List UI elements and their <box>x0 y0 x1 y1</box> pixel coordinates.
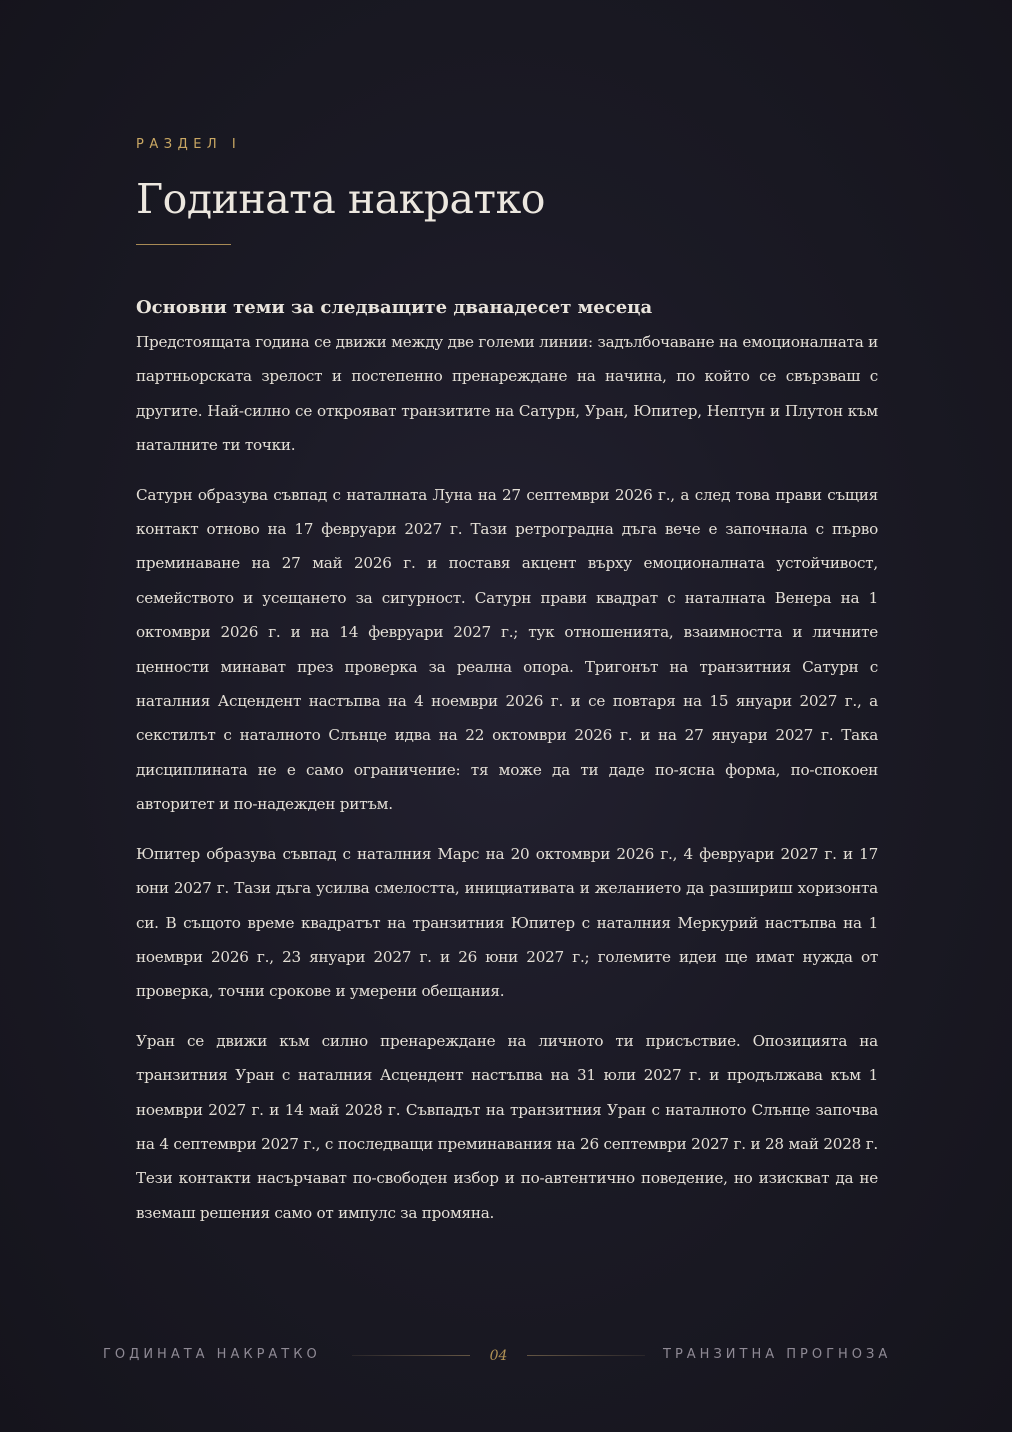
page-number: 04 <box>489 1348 508 1364</box>
title-divider <box>136 244 231 245</box>
page-title: Годината накратко <box>136 175 545 223</box>
section-eyebrow: РАЗДЕЛ I <box>136 137 242 152</box>
section-content <box>136 132 878 1230</box>
page-footer <box>0 1338 1012 1374</box>
footer-divider-right <box>527 1355 645 1356</box>
paragraph-uranus: Уран се движи към силно пренареждане на личното ти присъствие. Опозицията на транзитния Уран с наталния Асцендент настъпва на 31 юли 2027 г. и продължава към 1 ноември 2027 г. и 14 май 2028 г. Съвпадът на транзитния Уран с наталното Слънце започва на 4 септември 2027 г., с последващи преминавания на 26 септември 2027 г. и 28 май 2028 г. Тези контакти насърчават по-свободен избор и по-автентично поведение, но изискват да не вземаш решения само от импулс за промяна. <box>136 1031 878 1222</box>
paragraph-saturn: Сатурн образува съвпад с наталната Луна на 27 септември 2026 г., а след това прави същия контакт отново на 17 февруари 2027 г. Тази ретроградна дъга вече е започнала с първо преминаване на 27 май 2026 г. и поставя акцент върху емоционалната устойчивост, семейството и усещането за сигурност. Сатурн прави квадрат с наталната Венера на 1 октомври 2026 г. и на 14 февруари 2027 г.; тук отношенията, взаимността и личните ценности минават през проверка за реална опора. Тригонът на транзитния Сатурн с наталния Асцендент настъпва на 4 ноември 2026 г. и се повтаря на 15 януари 2027 г., а секстилът с наталното Слънце идва на 22 октомври 2026 г. и на 27 януари 2027 г. Така дисциплината не е само ограничение: тя може да ти даде по-ясна форма, по-спокоен авторитет и по-надежден ритъм. <box>136 485 878 814</box>
subheading: Основни теми за следващите дванадесет месеца <box>136 297 653 318</box>
footer-document-title: ТРАНЗИТНА ПРОГНОЗА <box>663 1347 892 1362</box>
footer-section-title: ГОДИНАТА НАКРАТКО <box>103 1347 321 1362</box>
paragraph-intro: Предстоящата година се движи между две големи линии: задълбочаване на емоционалната и партньорската зрелост и постепенно пренареждане на начина, по който се свързваш с другите. Най-силно се открояват транзитите на Сатурн, Уран, Юпитер, Нептун и Плутон към наталните ти точки. <box>136 333 878 455</box>
paragraph-jupiter: Юпитер образува съвпад с наталния Марс на 20 октомври 2026 г., 4 февруари 2027 г. и 17 юни 2027 г. Тази дъга усилва смелостта, инициативата и желанието да разшириш хоризонта си. В същото време квадратът на транзитния Юпитер с наталния Меркурий настъпва на 1 ноември 2026 г., 23 януари 2027 г. и 26 юни 2027 г.; големите идеи ще имат нужда от проверка, точни срокове и умерени обещания. <box>136 844 878 1001</box>
footer-divider-left <box>352 1355 470 1356</box>
